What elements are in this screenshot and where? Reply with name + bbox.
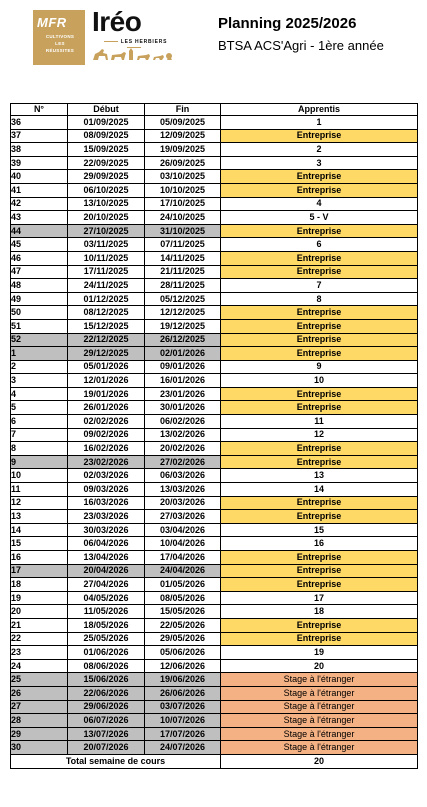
- table-row: [11, 265, 418, 279]
- table-row: [11, 319, 418, 333]
- table-row: [11, 523, 418, 537]
- week-number-cell: 48: [11, 279, 68, 293]
- start-date-cell: 15/09/2025: [68, 143, 145, 157]
- table-row: [11, 306, 418, 320]
- apprentis-cell: Entreprise: [221, 618, 418, 632]
- table-row: [11, 211, 418, 225]
- start-date-cell: 13/07/2026: [68, 727, 145, 741]
- apprentis-cell: 18: [221, 605, 418, 619]
- header: [0, 0, 427, 95]
- table-row: [11, 442, 418, 456]
- apprentis-cell: Stage à l'étranger: [221, 673, 418, 687]
- column-header-num: N°: [11, 104, 68, 116]
- week-number-cell: 10: [11, 469, 68, 483]
- apprentis-cell: 4: [221, 197, 418, 211]
- end-date-cell: 05/12/2025: [145, 292, 221, 306]
- end-date-cell: 30/01/2026: [145, 401, 221, 415]
- week-number-cell: 43: [11, 211, 68, 225]
- start-date-cell: 01/09/2025: [68, 116, 145, 130]
- start-date-cell: 29/09/2025: [68, 170, 145, 184]
- table-row: [11, 646, 418, 660]
- apprentis-cell: 11: [221, 415, 418, 429]
- start-date-cell: 18/05/2026: [68, 618, 145, 632]
- week-number-cell: 46: [11, 251, 68, 265]
- end-date-cell: 26/09/2025: [145, 156, 221, 170]
- week-number-cell: 45: [11, 238, 68, 252]
- apprentis-cell: 10: [221, 374, 418, 388]
- start-date-cell: 22/06/2026: [68, 686, 145, 700]
- start-date-cell: 20/07/2026: [68, 741, 145, 755]
- ireo-logo-subtext: LES HERBIERS: [93, 39, 175, 51]
- week-number-cell: 9: [11, 455, 68, 469]
- table-body: [11, 116, 418, 755]
- table-row: [11, 156, 418, 170]
- week-number-cell: 39: [11, 156, 68, 170]
- start-date-cell: 15/12/2025: [68, 319, 145, 333]
- week-number-cell: 44: [11, 224, 68, 238]
- end-date-cell: 26/06/2026: [145, 686, 221, 700]
- end-date-cell: 01/05/2026: [145, 578, 221, 592]
- apprentis-cell: Stage à l'étranger: [221, 700, 418, 714]
- week-number-cell: 29: [11, 727, 68, 741]
- end-date-cell: 28/11/2025: [145, 279, 221, 293]
- week-number-cell: 16: [11, 551, 68, 565]
- week-number-cell: 28: [11, 714, 68, 728]
- apprentis-cell: Stage à l'étranger: [221, 727, 418, 741]
- table-row: [11, 659, 418, 673]
- week-number-cell: 13: [11, 510, 68, 524]
- page-title: Planning 2025/2026: [218, 15, 357, 32]
- table-row: [11, 183, 418, 197]
- total-value: 20: [221, 754, 418, 768]
- end-date-cell: 03/07/2026: [145, 700, 221, 714]
- week-number-cell: 25: [11, 673, 68, 687]
- table-row: [11, 496, 418, 510]
- apprentis-cell: 5 - V: [221, 211, 418, 225]
- ireo-logo-text: Iréo: [92, 6, 142, 37]
- apprentis-cell: Entreprise: [221, 129, 418, 143]
- week-number-cell: 36: [11, 116, 68, 130]
- week-number-cell: 17: [11, 564, 68, 578]
- end-date-cell: 02/01/2026: [145, 347, 221, 361]
- end-date-cell: 13/03/2026: [145, 483, 221, 497]
- end-date-cell: 08/05/2026: [145, 591, 221, 605]
- week-number-cell: 5: [11, 401, 68, 415]
- start-date-cell: 02/02/2026: [68, 415, 145, 429]
- start-date-cell: 01/12/2025: [68, 292, 145, 306]
- week-number-cell: 38: [11, 143, 68, 157]
- apprentis-cell: 15: [221, 523, 418, 537]
- apprentis-cell: Stage à l'étranger: [221, 714, 418, 728]
- start-date-cell: 16/02/2026: [68, 442, 145, 456]
- start-date-cell: 06/07/2026: [68, 714, 145, 728]
- week-number-cell: 37: [11, 129, 68, 143]
- week-number-cell: 41: [11, 183, 68, 197]
- start-date-cell: 29/06/2026: [68, 700, 145, 714]
- week-number-cell: 26: [11, 686, 68, 700]
- end-date-cell: 17/07/2026: [145, 727, 221, 741]
- week-number-cell: 1: [11, 347, 68, 361]
- end-date-cell: 06/03/2026: [145, 469, 221, 483]
- end-date-cell: 24/04/2026: [145, 564, 221, 578]
- table-row: [11, 116, 418, 130]
- start-date-cell: 15/06/2026: [68, 673, 145, 687]
- end-date-cell: 03/10/2025: [145, 170, 221, 184]
- table-row: [11, 224, 418, 238]
- apprentis-cell: 6: [221, 238, 418, 252]
- week-number-cell: 27: [11, 700, 68, 714]
- week-number-cell: 6: [11, 415, 68, 429]
- apprentis-cell: Entreprise: [221, 251, 418, 265]
- end-date-cell: 05/06/2026: [145, 646, 221, 660]
- apprentis-cell: Entreprise: [221, 319, 418, 333]
- column-header-apprentis: Apprentis: [221, 104, 418, 116]
- column-header-end: Fin: [145, 104, 221, 116]
- start-date-cell: 02/03/2026: [68, 469, 145, 483]
- end-date-cell: 20/03/2026: [145, 496, 221, 510]
- table-row: [11, 537, 418, 551]
- end-date-cell: 14/11/2025: [145, 251, 221, 265]
- start-date-cell: 08/06/2026: [68, 659, 145, 673]
- table-row: [11, 686, 418, 700]
- apprentis-cell: 9: [221, 360, 418, 374]
- apprentis-cell: 20: [221, 659, 418, 673]
- end-date-cell: 09/01/2026: [145, 360, 221, 374]
- end-date-cell: 22/05/2026: [145, 618, 221, 632]
- apprentis-cell: Entreprise: [221, 632, 418, 646]
- end-date-cell: 10/07/2026: [145, 714, 221, 728]
- week-number-cell: 18: [11, 578, 68, 592]
- week-number-cell: 21: [11, 618, 68, 632]
- end-date-cell: 31/10/2025: [145, 224, 221, 238]
- mfr-logo-subtext: LES: [55, 41, 65, 46]
- start-date-cell: 01/06/2026: [68, 646, 145, 660]
- total-label: Total semaine de cours: [11, 754, 221, 768]
- start-date-cell: 09/02/2026: [68, 428, 145, 442]
- apprentis-cell: Entreprise: [221, 510, 418, 524]
- page-subtitle: BTSA ACS'Agri - 1ère année: [218, 38, 384, 53]
- end-date-cell: 10/10/2025: [145, 183, 221, 197]
- start-date-cell: 06/04/2026: [68, 537, 145, 551]
- start-date-cell: 20/10/2025: [68, 211, 145, 225]
- table-row: [11, 401, 418, 415]
- week-number-cell: 4: [11, 387, 68, 401]
- table-row: [11, 428, 418, 442]
- start-date-cell: 08/09/2025: [68, 129, 145, 143]
- week-number-cell: 49: [11, 292, 68, 306]
- week-number-cell: 7: [11, 428, 68, 442]
- column-header-start: Début: [68, 104, 145, 116]
- start-date-cell: 17/11/2025: [68, 265, 145, 279]
- end-date-cell: 24/10/2025: [145, 211, 221, 225]
- table-row: [11, 469, 418, 483]
- apprentis-cell: Entreprise: [221, 183, 418, 197]
- table-row: [11, 415, 418, 429]
- week-number-cell: 8: [11, 442, 68, 456]
- end-date-cell: 13/02/2026: [145, 428, 221, 442]
- apprentis-cell: Entreprise: [221, 496, 418, 510]
- mfr-logo-text: MFR: [37, 15, 67, 30]
- table-row: [11, 727, 418, 741]
- week-number-cell: 52: [11, 333, 68, 347]
- week-number-cell: 30: [11, 741, 68, 755]
- week-number-cell: 20: [11, 605, 68, 619]
- end-date-cell: 12/09/2025: [145, 129, 221, 143]
- start-date-cell: 12/01/2026: [68, 374, 145, 388]
- farm-animals-icon: [91, 46, 177, 64]
- week-number-cell: 11: [11, 483, 68, 497]
- apprentis-cell: Entreprise: [221, 401, 418, 415]
- table-row: [11, 143, 418, 157]
- week-number-cell: 22: [11, 632, 68, 646]
- apprentis-cell: 1: [221, 116, 418, 130]
- end-date-cell: 19/06/2026: [145, 673, 221, 687]
- start-date-cell: 27/10/2025: [68, 224, 145, 238]
- table-row: [11, 700, 418, 714]
- apprentis-cell: Entreprise: [221, 333, 418, 347]
- start-date-cell: 13/10/2025: [68, 197, 145, 211]
- table-row: [11, 333, 418, 347]
- apprentis-cell: 7: [221, 279, 418, 293]
- table-row: [11, 374, 418, 388]
- apprentis-cell: 8: [221, 292, 418, 306]
- week-number-cell: 19: [11, 591, 68, 605]
- start-date-cell: 26/01/2026: [68, 401, 145, 415]
- apprentis-cell: 13: [221, 469, 418, 483]
- table-row: [11, 510, 418, 524]
- mfr-logo: [33, 10, 85, 65]
- week-number-cell: 15: [11, 537, 68, 551]
- end-date-cell: 05/09/2025: [145, 116, 221, 130]
- end-date-cell: 17/10/2025: [145, 197, 221, 211]
- start-date-cell: 25/05/2026: [68, 632, 145, 646]
- week-number-cell: 51: [11, 319, 68, 333]
- apprentis-cell: Entreprise: [221, 347, 418, 361]
- start-date-cell: 11/05/2026: [68, 605, 145, 619]
- table-header-row: [11, 104, 418, 116]
- planning-table: [10, 103, 418, 769]
- week-number-cell: 50: [11, 306, 68, 320]
- table-row: [11, 564, 418, 578]
- start-date-cell: 24/11/2025: [68, 279, 145, 293]
- table-row: [11, 347, 418, 361]
- table-row: [11, 673, 418, 687]
- end-date-cell: 19/12/2025: [145, 319, 221, 333]
- apprentis-cell: Entreprise: [221, 564, 418, 578]
- start-date-cell: 08/12/2025: [68, 306, 145, 320]
- end-date-cell: 27/02/2026: [145, 455, 221, 469]
- apprentis-cell: 3: [221, 156, 418, 170]
- week-number-cell: 24: [11, 659, 68, 673]
- start-date-cell: 19/01/2026: [68, 387, 145, 401]
- end-date-cell: 12/06/2026: [145, 659, 221, 673]
- table-row: [11, 360, 418, 374]
- start-date-cell: 04/05/2026: [68, 591, 145, 605]
- table-row: [11, 551, 418, 565]
- end-date-cell: 12/12/2025: [145, 306, 221, 320]
- table-row: [11, 238, 418, 252]
- week-number-cell: 2: [11, 360, 68, 374]
- start-date-cell: 13/04/2026: [68, 551, 145, 565]
- start-date-cell: 27/04/2026: [68, 578, 145, 592]
- apprentis-cell: 19: [221, 646, 418, 660]
- table-row: [11, 279, 418, 293]
- mfr-logo-subtext: CULTIVONS: [45, 34, 75, 39]
- apprentis-cell: Stage à l'étranger: [221, 741, 418, 755]
- apprentis-cell: Entreprise: [221, 306, 418, 320]
- apprentis-cell: Entreprise: [221, 551, 418, 565]
- table-row: [11, 292, 418, 306]
- start-date-cell: 10/11/2025: [68, 251, 145, 265]
- start-date-cell: 09/03/2026: [68, 483, 145, 497]
- apprentis-cell: Entreprise: [221, 224, 418, 238]
- table-row: [11, 714, 418, 728]
- end-date-cell: 20/02/2026: [145, 442, 221, 456]
- apprentis-cell: 14: [221, 483, 418, 497]
- week-number-cell: 14: [11, 523, 68, 537]
- apprentis-cell: Entreprise: [221, 170, 418, 184]
- end-date-cell: 19/09/2025: [145, 143, 221, 157]
- table-row: [11, 455, 418, 469]
- table-row: [11, 578, 418, 592]
- start-date-cell: 03/11/2025: [68, 238, 145, 252]
- start-date-cell: 22/09/2025: [68, 156, 145, 170]
- start-date-cell: 30/03/2026: [68, 523, 145, 537]
- table-row: [11, 632, 418, 646]
- end-date-cell: 16/01/2026: [145, 374, 221, 388]
- apprentis-cell: 16: [221, 537, 418, 551]
- start-date-cell: 20/04/2026: [68, 564, 145, 578]
- logo: [33, 6, 178, 65]
- table-row: [11, 197, 418, 211]
- apprentis-cell: 2: [221, 143, 418, 157]
- apprentis-cell: 17: [221, 591, 418, 605]
- apprentis-cell: Entreprise: [221, 455, 418, 469]
- total-row: [11, 754, 418, 768]
- start-date-cell: 23/02/2026: [68, 455, 145, 469]
- end-date-cell: 15/05/2026: [145, 605, 221, 619]
- week-number-cell: 23: [11, 646, 68, 660]
- start-date-cell: 05/01/2026: [68, 360, 145, 374]
- end-date-cell: 03/04/2026: [145, 523, 221, 537]
- table-row: [11, 170, 418, 184]
- start-date-cell: 16/03/2026: [68, 496, 145, 510]
- table-row: [11, 483, 418, 497]
- week-number-cell: 3: [11, 374, 68, 388]
- apprentis-cell: Stage à l'étranger: [221, 686, 418, 700]
- end-date-cell: 24/07/2026: [145, 741, 221, 755]
- table-row: [11, 605, 418, 619]
- apprentis-cell: Entreprise: [221, 442, 418, 456]
- apprentis-cell: 12: [221, 428, 418, 442]
- start-date-cell: 06/10/2025: [68, 183, 145, 197]
- week-number-cell: 40: [11, 170, 68, 184]
- end-date-cell: 21/11/2025: [145, 265, 221, 279]
- end-date-cell: 17/04/2026: [145, 551, 221, 565]
- week-number-cell: 47: [11, 265, 68, 279]
- week-number-cell: 12: [11, 496, 68, 510]
- end-date-cell: 07/11/2025: [145, 238, 221, 252]
- start-date-cell: 23/03/2026: [68, 510, 145, 524]
- apprentis-cell: Entreprise: [221, 387, 418, 401]
- end-date-cell: 27/03/2026: [145, 510, 221, 524]
- mfr-logo-subtext: RÉUSSITES: [45, 48, 75, 53]
- table-row: [11, 251, 418, 265]
- table-row: [11, 129, 418, 143]
- table-row: [11, 591, 418, 605]
- end-date-cell: 10/04/2026: [145, 537, 221, 551]
- week-number-cell: 42: [11, 197, 68, 211]
- table-row: [11, 387, 418, 401]
- end-date-cell: 23/01/2026: [145, 387, 221, 401]
- table-row: [11, 741, 418, 755]
- end-date-cell: 06/02/2026: [145, 415, 221, 429]
- table-row: [11, 618, 418, 632]
- apprentis-cell: Entreprise: [221, 578, 418, 592]
- end-date-cell: 29/05/2026: [145, 632, 221, 646]
- apprentis-cell: Entreprise: [221, 265, 418, 279]
- end-date-cell: 26/12/2025: [145, 333, 221, 347]
- start-date-cell: 29/12/2025: [68, 347, 145, 361]
- start-date-cell: 22/12/2025: [68, 333, 145, 347]
